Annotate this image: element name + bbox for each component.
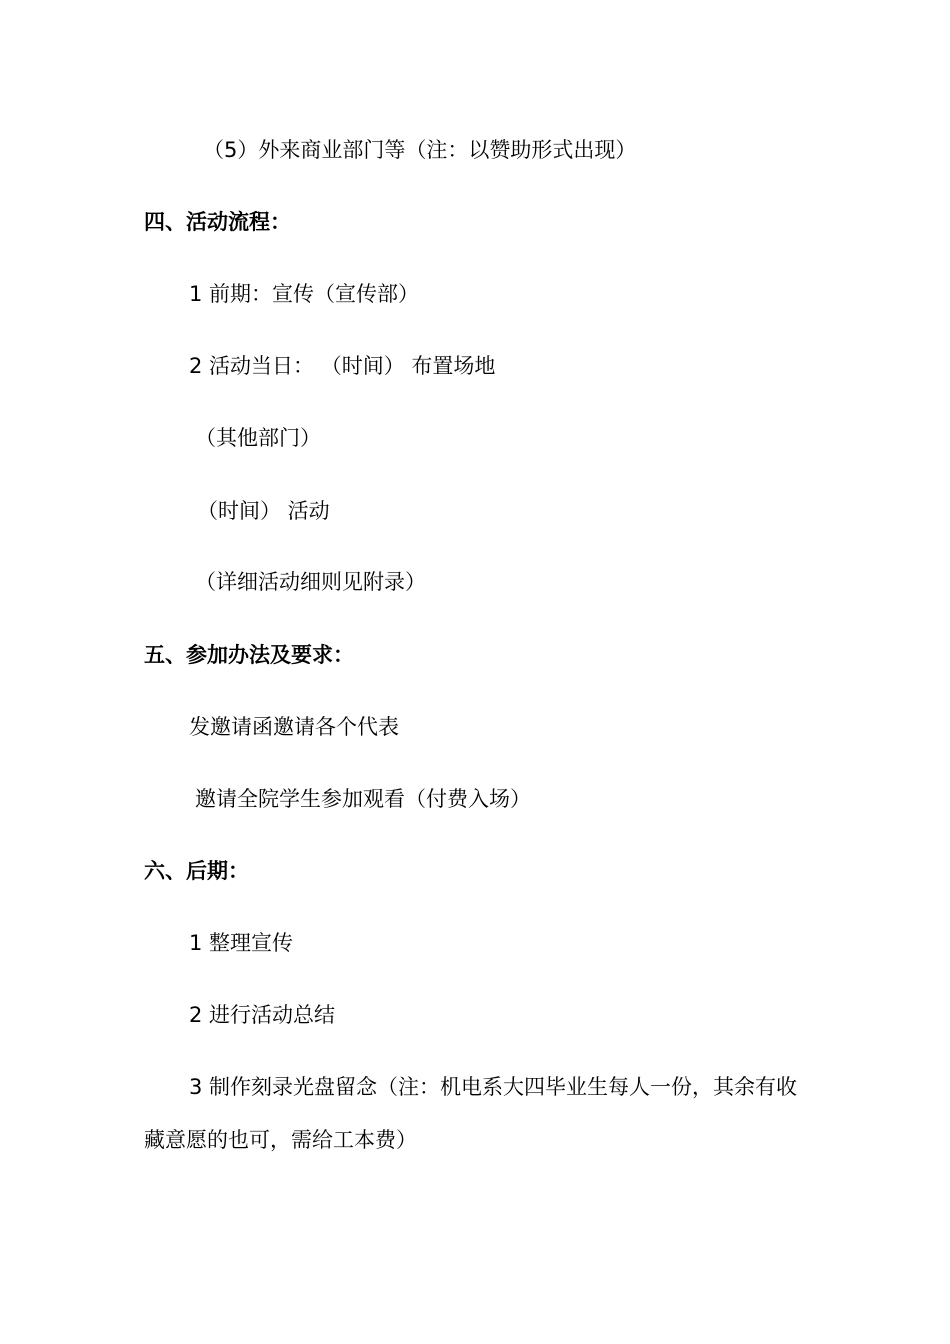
section-heading-4: 四、活动流程： [144, 210, 291, 234]
followup-item-3-line1: 3 制作刻录光盘留念（注：机电系大四毕业生每人一份，其余有收 [189, 1075, 798, 1099]
process-step-2: 2 活动当日： （时间） 布置场地 [189, 354, 496, 378]
process-step-2-other-dept: （其他部门） [195, 426, 321, 450]
followup-item-3-line2: 藏意愿的也可，需给工本费） [144, 1128, 417, 1152]
participation-item-1: 发邀请函邀请各个代表 [189, 715, 399, 739]
org-item-5: （5）外来商业部门等（注：以赞助形式出现） [203, 138, 637, 162]
process-step-2-appendix-note: （详细活动细则见附录） [195, 570, 426, 594]
participation-item-2: 邀请全院学生参加观看（付费入场） [195, 787, 531, 811]
section-heading-5: 五、参加办法及要求： [144, 643, 354, 667]
process-step-1: 1 前期：宣传（宣传部） [189, 282, 420, 306]
process-step-2-activity: （时间） 活动 [197, 499, 330, 523]
followup-item-2: 2 进行活动总结 [189, 1003, 336, 1027]
section-heading-6: 六、后期： [144, 859, 249, 883]
followup-item-1: 1 整理宣传 [189, 931, 294, 955]
